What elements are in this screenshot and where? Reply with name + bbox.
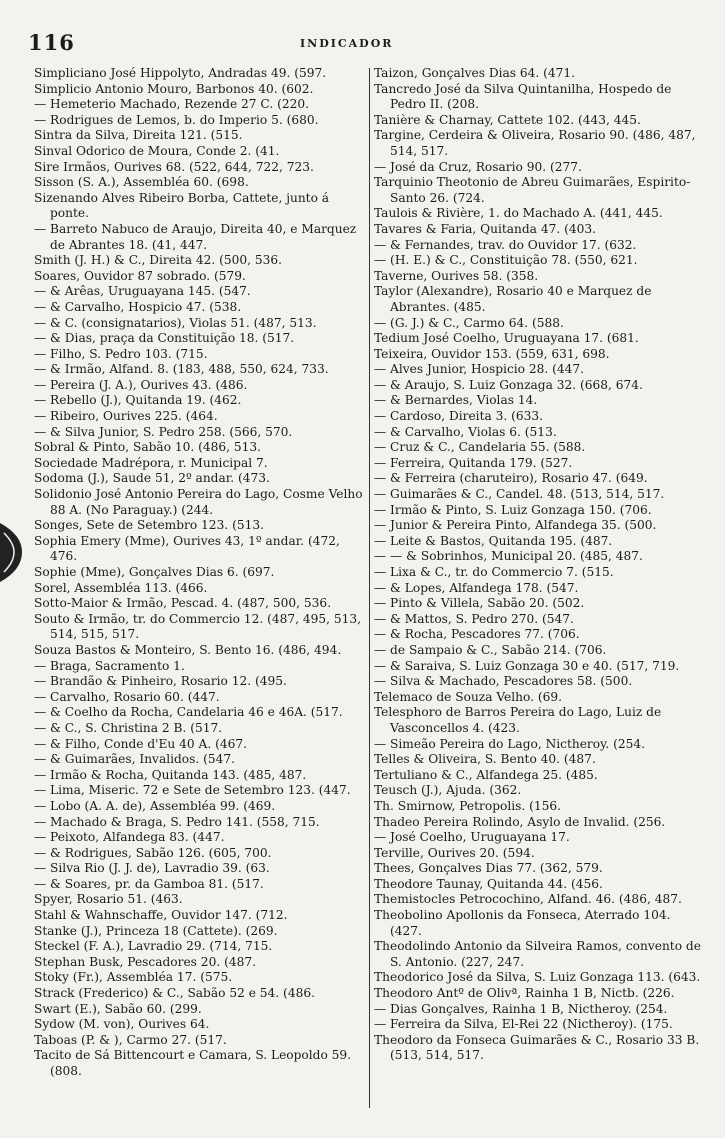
directory-entry: — & Carvalho, Violas 6. (513. [374,424,557,439]
directory-entry: Songes, Sete de Setembro 123. (513. [34,518,264,533]
directory-entry: — Carvalho, Rosario 60. (447. [34,689,220,704]
directory-entry: Tertuliano & C., Alfandega 25. (485. [374,767,598,782]
directory-entry: Taulois & Rivière, 1. do Machado A. (441, 445. [374,206,663,221]
directory-entry: — (H. E.) & C., Constituição 78. (550, 621. [374,253,638,268]
directory-entry: — & Carvalho, Hospicio 47. (538. [34,299,242,314]
directory-entry: — Simeão Pereira do Lago, Nictheroy. (254. [374,736,645,751]
directory-entry: Theodore Taunay, Quitanda 44. (456. [374,876,603,891]
directory-entry: Sociedade Madrépora, r. Municipal 7. [34,455,268,470]
directory-entry: Sorel, Assembléa 113. (466. [34,580,208,595]
directory-entry: — Guimarães & C., Candel. 48. (513, 514, 517. [374,487,665,502]
directory-entry: Terville, Ourives 20. (594. [374,845,535,860]
directory-entry: — Lixa & C., tr. do Commercio 7. (515. [374,565,614,579]
directory-entry: — & Dias, praça da Constituição 18. (517. [34,331,295,346]
directory-entry: Tarquinio Theotonio de Abreu Guimarães, Espirito-Santo 26. (724. [374,175,691,205]
directory-entry: Simpliciano José Hippolyto, Andradas 49. (597. [34,66,327,80]
directory-entry: — Brandão & Pinheiro, Rosario 12. (495. [34,674,287,689]
directory-entry: Sophie (Mme), Gonçalves Dias 6. (697. [34,565,275,579]
directory-entry: Stephan Busk, Pescadores 20. (487. [34,954,256,969]
directory-entry: Theodoro da Fonseca Guimarães & C., Rosario 33 B. (513, 514, 517. [374,1032,700,1063]
directory-entry: Tancredo José da Silva Quintanilha, Hospedo de Pedro II. (208. [374,81,672,112]
page-number: 116 [28,30,75,55]
directory-entry: Sisson (S. A.), Assembléa 60. (698. [34,175,249,190]
directory-entry: Strack (Frederico) & C., Sabão 52 e 54. (486. [34,986,315,1001]
directory-entry: Thadeo Pereira Rolindo, Asylo de Invalid. (256. [374,814,666,829]
directory-entry: Taverne, Ourives 58. (358. [374,268,539,283]
directory-entry: Stahl & Wahnschaffe, Ouvidor 147. (712. [34,908,288,923]
directory-entry: — & Silva Junior, S. Pedro 258. (566, 570. [34,424,293,439]
directory-entry: — Braga, Sacramento 1. [34,658,185,673]
directory-entry: Sintra da Silva, Direita 121. (515. [34,128,243,143]
directory-entry: — & Coelho da Rocha, Candelaria 46 e 46A. (517. [34,705,343,720]
directory-entry: — & Rodrigues, Sabão 126. (605, 700. [34,845,272,860]
directory-entry: — & Bernardes, Violas 14. [374,393,538,408]
directory-entry: Teixeira, Ouvidor 153. (559, 631, 698. [374,346,610,361]
directory-entry: — & Ferreira (charuteiro), Rosario 47. (649. [374,471,648,486]
directory-entry: — de Sampaio & C., Sabão 214. (706. [374,642,607,657]
directory-entry: — & C., S. Christina 2 B. (517. [34,720,223,735]
directory-entry: Sotto-Maior & Irmão, Pescad. 4. (487, 500, 536. [34,596,332,611]
directory-entry: — Lima, Miseric. 72 e Sete de Setembro 123. (447. [34,783,351,798]
directory-entry: Swart (E.), Sabão 60. (299. [34,1001,202,1016]
directory-entry: — Silva Rio (J. J. de), Lavradio 39. (63. [34,861,270,876]
directory-entry: — Hemeterio Machado, Rezende 27 C. (220. [34,97,309,112]
directory-entry: — Ribeiro, Ourives 225. (464. [34,409,218,424]
directory-entry: — & Araujo, S. Luiz Gonzaga 32. (668, 674. [374,377,643,392]
directory-entry: Steckel (F. A.), Lavradio 29. (714, 715. [34,939,273,954]
directory-entry: — Filho, S. Pedro 103. (715. [34,346,208,361]
directory-entry: Simplicio Antonio Mouro, Barbonos 40. (602. [34,81,314,96]
directory-entry: Sizenando Alves Ribeiro Borba, Cattete, junto á ponte. [34,190,330,221]
directory-entry: — & Rocha, Pescadores 77. (706. [374,627,580,642]
directory-entry: — — & Sobrinhos, Municipal 20. (485, 487. [374,549,643,564]
directory-entry: — & Fernandes, trav. do Ouvidor 17. (632. [374,237,637,252]
directory-entry: Taizon, Gonçalves Dias 64. (471. [374,66,576,80]
directory-entry: Sinval Odorico de Moura, Conde 2. (41. [34,143,280,158]
directory-entry: Tavares & Faria, Quitanda 47. (403. [374,221,596,236]
directory-entry: Theodoro Antº de Olivª, Rainha 1 B, Nictb. (226. [374,986,675,1001]
directory-entry: Soares, Ouvidor 87 sobrado. (579. [34,268,246,283]
directory-entry: Theodorico José da Silva, S. Luiz Gonzaga 113. (643. [374,970,701,985]
directory-entry: Sobral & Pinto, Sabão 10. (486, 513. [34,440,262,455]
directory-entry: Taylor (Alexandre), Rosario 40 e Marquez de Abrantes. (485. [374,284,652,314]
directory-entry: — Dias Gonçalves, Rainha 1 B, Nictheroy. (254. [374,1001,668,1016]
directory-entry: — José da Cruz, Rosario 90. (277. [374,159,582,174]
directory-entry: — Barreto Nabuco de Araujo, Direita 40, e Marquez de Abrantes 18. (41, 447. [34,221,357,252]
directory-entry: Thees, Gonçalves Dias 77. (362, 579. [374,861,603,876]
directory-entry: Teusch (J.), Ajuda. (362. [374,783,522,798]
directory-entry: Stanke (J.), Princeza 18 (Cattete). (269. [34,923,278,938]
directory-entry: Sire Irmãos, Ourives 68. (522, 644, 722, 723. [34,159,314,174]
directory-entry: — & Filho, Conde d'Eu 40 A. (467. [34,736,247,751]
directory-entry: — Irmão & Rocha, Quitanda 143. (485, 487. [34,767,307,782]
directory-entry: — & Arêas, Uruguayana 145. (547. [34,284,251,299]
directory-entry: Telles & Oliveira, S. Bento 40. (487. [374,752,596,767]
directory-entry: — Rebello (J.), Quitanda 19. (462. [34,393,242,408]
directory-entry: — & Lopes, Alfandega 178. (547. [374,580,579,595]
directory-entry: — Junior & Pereira Pinto, Alfandega 35. (500. [374,518,657,533]
directory-entry: Taboas (P. & ), Carmo 27. (517. [34,1032,227,1047]
directory-entry: — Lobo (A. A. de), Assembléa 99. (469. [34,798,276,813]
directory-entry: Tedium José Coelho, Uruguayana 17. (681. [374,331,639,346]
directory-entry: — Irmão & Pinto, S. Luiz Gonzaga 150. (706. [374,502,652,517]
directory-entry: — Ferreira, Quitanda 179. (527. [374,455,573,470]
left-column [34,66,370,1080]
right-column [374,66,704,1064]
directory-entry: — & Guimarães, Invalidos. (547. [34,752,236,767]
directory-entry: — & Irmão, Alfand. 8. (183, 488, 550, 624, 733. [34,362,329,377]
directory-entry: Theodolindo Antonio da Silveira Ramos, convento de S. Antonio. (227, 247. [374,939,701,969]
directory-entry: — Cruz & C., Candelaria 55. (588. [374,440,586,455]
directory-entry: Sydow (M. von), Ourives 64. [34,1017,210,1032]
directory-entry: — Alves Junior, Hospicio 28. (447. [374,362,585,377]
directory-entry: Tacito de Sá Bittencourt e Camara, S. Leopoldo 59. (808. [34,1048,352,1078]
directory-entry: Stoky (Fr.), Assembléa 17. (575. [34,970,233,985]
directory-entry: Telemaco de Souza Velho. (69. [374,689,562,704]
directory-entry: Solidonio José Antonio Pereira do Lago, Cosme Velho 88 A. (No Paraguay.) (244. [34,487,363,517]
binding-shadow-mark [0,515,26,590]
directory-entry: — Pinto & Villela, Sabão 20. (502. [374,596,585,611]
directory-entry: — & Mattos, S. Pedro 270. (547. [374,611,574,626]
directory-entry: — & C. (consignatarios), Violas 51. (487, 513. [34,315,317,330]
directory-entry: Spyer, Rosario 51. (463. [34,892,183,907]
directory-entry: Souza Bastos & Monteiro, S. Bento 16. (486, 494. [34,642,342,657]
directory-entry: Themistocles Petrocochino, Alfand. 46. (486, 487. [374,892,682,907]
directory-entry: Souto & Irmão, tr. do Commercio 12. (487, 495, 513, 514, 515, 517. [34,611,361,642]
directory-entry: — Ferreira da Silva, El-Rei 22 (Nictheroy). (175. [374,1017,673,1032]
directory-entry: Smith (J. H.) & C., Direita 42. (500, 536. [34,253,283,268]
directory-entry: Sophia Emery (Mme), Ourives 43, 1º andar. (472, 476. [34,533,340,564]
page-header [0,30,725,60]
directory-entry: Th. Smirnow, Petropolis. (156. [374,798,562,813]
directory-entry: — Silva & Machado, Pescadores 58. (500. [374,674,633,689]
directory-entry: Targine, Cerdeira & Oliveira, Rosario 90. (486, 487, 514, 517. [374,128,696,158]
directory-entry: Theobolino Apollonis da Fonseca, Aterrado 104. (427. [374,908,671,938]
running-title: INDICADOR [300,37,394,50]
directory-entry: — Machado & Braga, S. Pedro 141. (558, 715. [34,814,320,829]
directory-entry: — Pereira (J. A.), Ourives 43. (486. [34,377,248,392]
directory-entry: Telesphoro de Barros Pereira do Lago, Luiz de Vasconcellos 4. (423. [374,705,662,735]
directory-entry: — Cardoso, Direita 3. (633. [374,409,543,424]
directory-entry: Tanière & Charnay, Cattete 102. (443, 445. [374,112,641,127]
directory-entry: Sodoma (J.), Saude 51, 2º andar. (473. [34,471,270,486]
directory-entry: — Rodrigues de Lemos, b. do Imperio 5. (680. [34,112,319,127]
directory-entry: — Leite & Bastos, Quitanda 195. (487. [374,533,613,548]
directory-entry: — Peixoto, Alfandega 83. (447. [34,830,225,845]
directory-entry: — & Soares, pr. da Gamboa 81. (517. [34,876,264,891]
directory-entry: — José Coelho, Uruguayana 17. [374,830,570,845]
directory-entry: — & Saraiva, S. Luiz Gonzaga 30 e 40. (517, 719. [374,658,680,673]
directory-entry: — (G. J.) & C., Carmo 64. (588. [374,315,564,330]
